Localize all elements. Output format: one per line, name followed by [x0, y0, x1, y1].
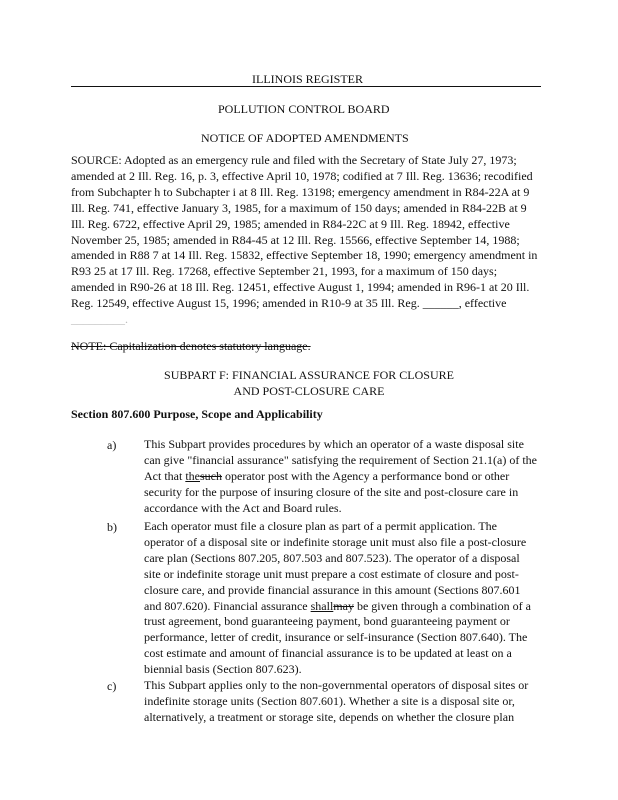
source-line: Ill. Reg. 741, effective January 3, 1985, for a maximum of 150 days; amended in R84-22B at 9: [71, 200, 527, 215]
source-line: SOURCE: Adopted as an emergency rule and filed with the Secretary of State July 27, 1973;: [71, 153, 517, 167]
inserted-text: the: [185, 468, 200, 483]
item-b-label: b): [107, 520, 117, 534]
notice-title: NOTICE OF ADOPTED AMENDMENTS: [201, 131, 409, 145]
item-b-line: Each operator must file a closure plan as part of a permit application. The: [144, 519, 497, 533]
register-underline: [71, 86, 541, 87]
item-b-line: site or indefinite storage unit must prepare a cost estimate of closure and post-: [144, 566, 519, 581]
source-line: from Subchapter h to Subchapter i at 8 Ill. Reg. 13198; emergency amendment in R84-22A at 9: [71, 184, 530, 199]
subpart-title-line2: AND POST-CLOSURE CARE: [233, 384, 385, 398]
item-c-line: indefinite storage units (Section 807.601). Whether a site is a disposal site or,: [144, 693, 515, 708]
source-line: Ill. Reg. 6722, effective April 29, 1985; amended in R84-22C at 9 Ill. Reg. 18942, effective: [71, 216, 510, 231]
item-c-line: This Subpart applies only to the non-governmental operators of disposal sites or: [144, 678, 529, 692]
source-line: amended at 2 Ill. Reg. 16, p. 3, effective April 10, 1978; codified at 7 Ill. Reg. 13636; recodified: [71, 168, 533, 183]
item-b-line: biennial basis (Section 807.623).: [144, 662, 302, 677]
item-a-line: security for the purpose of insuring closure of the site and post-closure care in: [144, 484, 519, 499]
item-c-text: [144, 678, 549, 726]
item-b-line: [144, 599, 549, 615]
source-line: November 25, 1985; amended in R84-45 at 12 Ill. Reg. 15566, effective September 14, 1988;: [71, 232, 520, 247]
deleted-text: may: [333, 598, 354, 613]
deleted-text: such: [200, 468, 222, 483]
text-run: and 807.620). Financial assurance: [144, 598, 311, 613]
item-b-line: performance, letter of credit, insurance or self-insurance (Section 807.640). The: [144, 630, 528, 645]
text-run: operator post with the Agency a performance bond or other: [222, 468, 510, 483]
item-a-label: a): [107, 438, 117, 452]
item-b-line: cost estimate and amount of financial assurance is to be updated at least on a: [144, 646, 512, 661]
inserted-text: shall: [310, 598, 334, 613]
item-a-line: [144, 469, 549, 485]
text-run: Act that: [144, 468, 186, 483]
item-b-text: [144, 519, 549, 678]
item-a-line: accordance with the Act and Board rules.: [144, 500, 342, 515]
item-b-line: closure care, and provide financial assurance in this amount (Sections 807.601: [144, 582, 521, 597]
source-line: amended in R88 7 at 14 Ill. Reg. 15832, effective September 18, 1990; emergency amendment in: [71, 248, 538, 263]
item-b-line: operator of a disposal site or indefinite storage unit must also file a post-closure: [144, 534, 527, 549]
item-a-text: [144, 437, 549, 517]
item-a-line: This Subpart provides procedures by which an operator of a waste disposal site: [144, 437, 524, 451]
source-line: amended in R90-26 at 18 Ill. Reg. 12451, effective August 1, 1994; amended in R96-1 at 20 Ill.: [71, 280, 530, 295]
section-heading: Section 807.600 Purpose, Scope and Applicability: [71, 407, 323, 421]
source-line: R93 25 at 17 Ill. Reg. 17268, effective September 21, 1993, for a maximum of 150 days;: [71, 264, 498, 279]
subpart-title-line1: SUBPART F: FINANCIAL ASSURANCE FOR CLOSURE: [164, 368, 454, 382]
source-line: Reg. 12549, effective August 15, 1996; amended in R10-9 at 35 Ill. Reg. ______, effective: [71, 296, 507, 311]
register-title: ILLINOIS REGISTER: [252, 72, 363, 86]
item-a-line: can give "financial assurance" satisfying the requirement of Section 21.1(a) of the: [144, 452, 537, 467]
item-c-label: c): [107, 679, 117, 693]
item-b-line: care plan (Sections 807.205, 807.503 and 807.523). The operator of a disposal: [144, 550, 520, 565]
statutory-note: NOTE: Capitalization denotes statutory language.: [71, 339, 311, 353]
source-last-line: _________.: [71, 312, 128, 327]
item-c-line: alternatively, a treatment or storage site, depends on whether the closure plan: [144, 709, 515, 724]
item-b-line: trust agreement, bond guaranteeing payment, bond guaranteeing payment or: [144, 614, 510, 629]
board-title: POLLUTION CONTROL BOARD: [218, 102, 390, 116]
text-run: be given through a combination of a: [353, 598, 531, 613]
source-paragraph: [71, 153, 547, 328]
